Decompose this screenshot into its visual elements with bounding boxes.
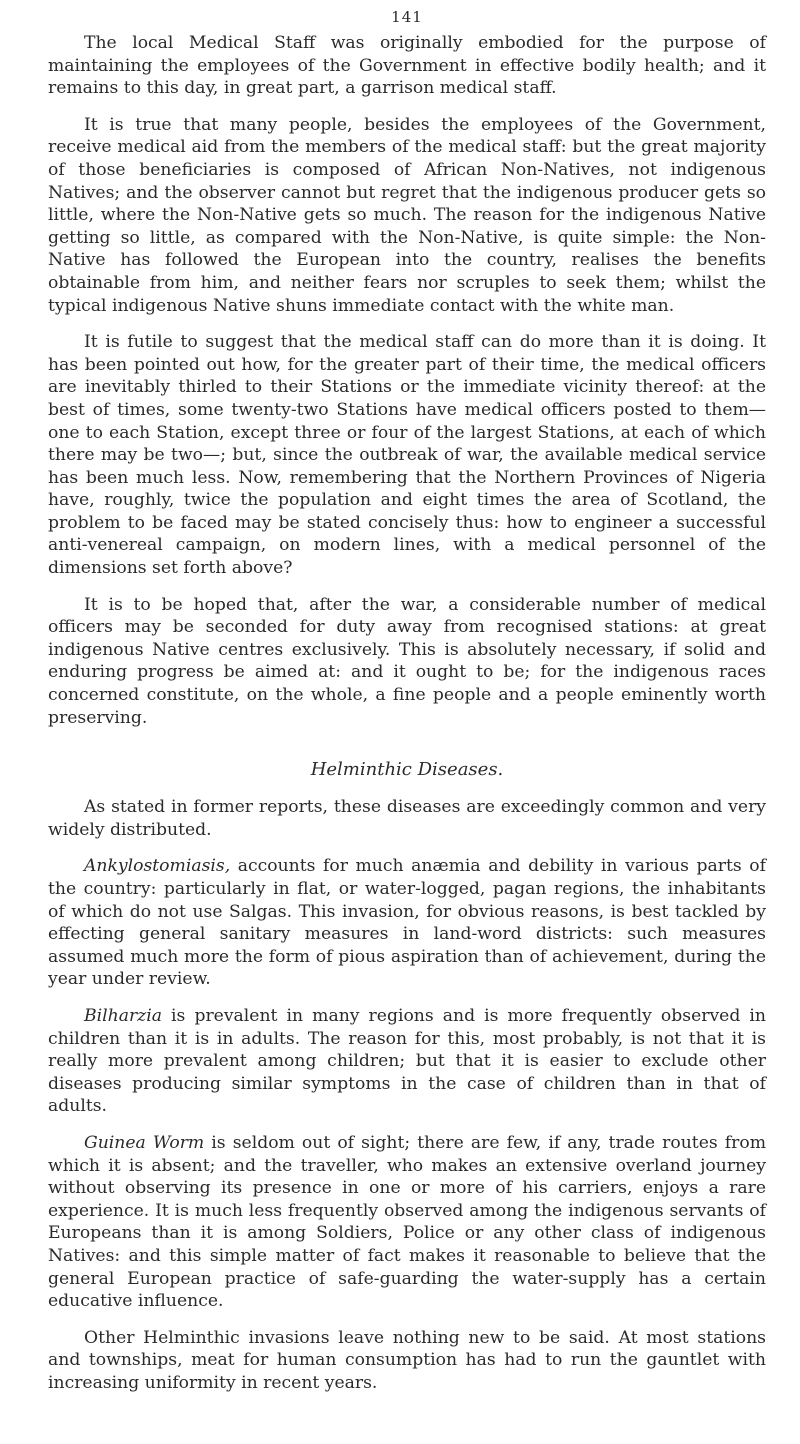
- paragraph-after-war: It is to be hoped that, after the war, a considerable number of medical officers may be seconded for duty away from recognised stations: at great indigenous Native centres exclusively. This is absolutely necessary, if solid and enduring progress be aimed at: and it ought to be; for the indigenous races concerned constitute, on the whole, a fine people and a people eminently worth preserving.: [48, 594, 766, 728]
- paragraph-bilharzia: [48, 1005, 766, 1118]
- paragraph-other-helminthic: Other Helminthic invasions leave nothing new to be said. At most stations and townships, meat for human consumption has had to run the gauntlet with increasing uniformity in recent years.: [48, 1327, 766, 1393]
- page-number: 141: [391, 8, 423, 26]
- disease-name: Guinea Worm: [84, 1132, 205, 1153]
- disease-name: Bilharzia: [84, 1005, 162, 1026]
- paragraph-intro: As stated in former reports, these diseases are exceedingly common and very widely distributed.: [48, 797, 766, 840]
- paragraph-ankylostomiasis: [48, 855, 766, 991]
- paragraph-medical-staff: The local Medical Staff was originally embodied for the purpose of maintaining the employees of the Government in effective bodily health; and it remains to this day, in great part, a garrison medical staff.: [48, 33, 766, 99]
- disease-text: is seldom out of sight; there are few, if any, trade routes from which it is absent; and the traveller, who makes an extensive overland journey without observing its presence in one or more of his carriers, enjoys a rare experience. It is much less frequently observed among the indigenous servants of Europeans than it is among Soldiers, Police or any other class of indigenous Natives: and this simple matter of fact makes it reasonable to believe that the general European practice of safe-guarding the water-supply has a certain educative influence.: [48, 1132, 766, 1312]
- paragraph-beneficiaries: It is true that many people, besides the employees of the Government, receive medical aid from the members of the medical staff: but the great majority of those beneficiaries is composed of African Non-Natives, not indigenous Natives; and the observer cannot but regret that the indigenous producer gets so little, where the Non-Native gets so much. The reason for the indigenous Native getting so little, as compared with the Non-Native, is quite simple: the Non-Native has followed the European into the country, realises the benefits obtainable from him, and neither fears nor scruples to seek them; whilst the typical indigenous Native shuns immediate contact with the white man.: [48, 114, 766, 316]
- section-heading: Helminthic Diseases.: [310, 759, 504, 781]
- document-page: [48, 0, 766, 1444]
- disease-text: is prevalent in many regions and is more frequently observed in children than it is in adults. The reason for this, most probably, is not that it is really more prevalent among children; but that it is easier to exclude other diseases producing similar symptoms in the case of children than in that of adults.: [48, 1005, 766, 1117]
- paragraph-futile-suggestion: It is futile to suggest that the medical staff can do more than it is doing. It has been pointed out how, for the greater part of their time, the medical officers are inevitably thirled to their Stations or the immediate vicinity thereof: at the best of times, some twenty-two Stations have medical officers posted to them—one to each Station, except three or four of the largest Stations, at each of which there may be two—; but, since the outbreak of war, the available medical service has been much less. Now, remembering that the Northern Provinces of Nigeria have, roughly, twice the population and eight times the area of Scotland, the problem to be faced may be stated concisely thus: how to engineer a successful anti-venereal campaign, on modern lines, with a medical personnel of the dimensions set forth above?: [48, 332, 766, 579]
- paragraph-guinea-worm: [48, 1132, 766, 1313]
- disease-text: accounts for much anæmia and debility in various parts of the country: particularly in flat, or water-logged, pagan regions, the inhabitants of which do not use Salgas. This invasion, for obvious reasons, is best tackled by effecting general sanitary measures in land-word districts: such measures assumed much more the form of pious aspiration than of achievement, during the year under review.: [48, 856, 766, 990]
- disease-name: Ankylostomiasis,: [84, 856, 231, 877]
